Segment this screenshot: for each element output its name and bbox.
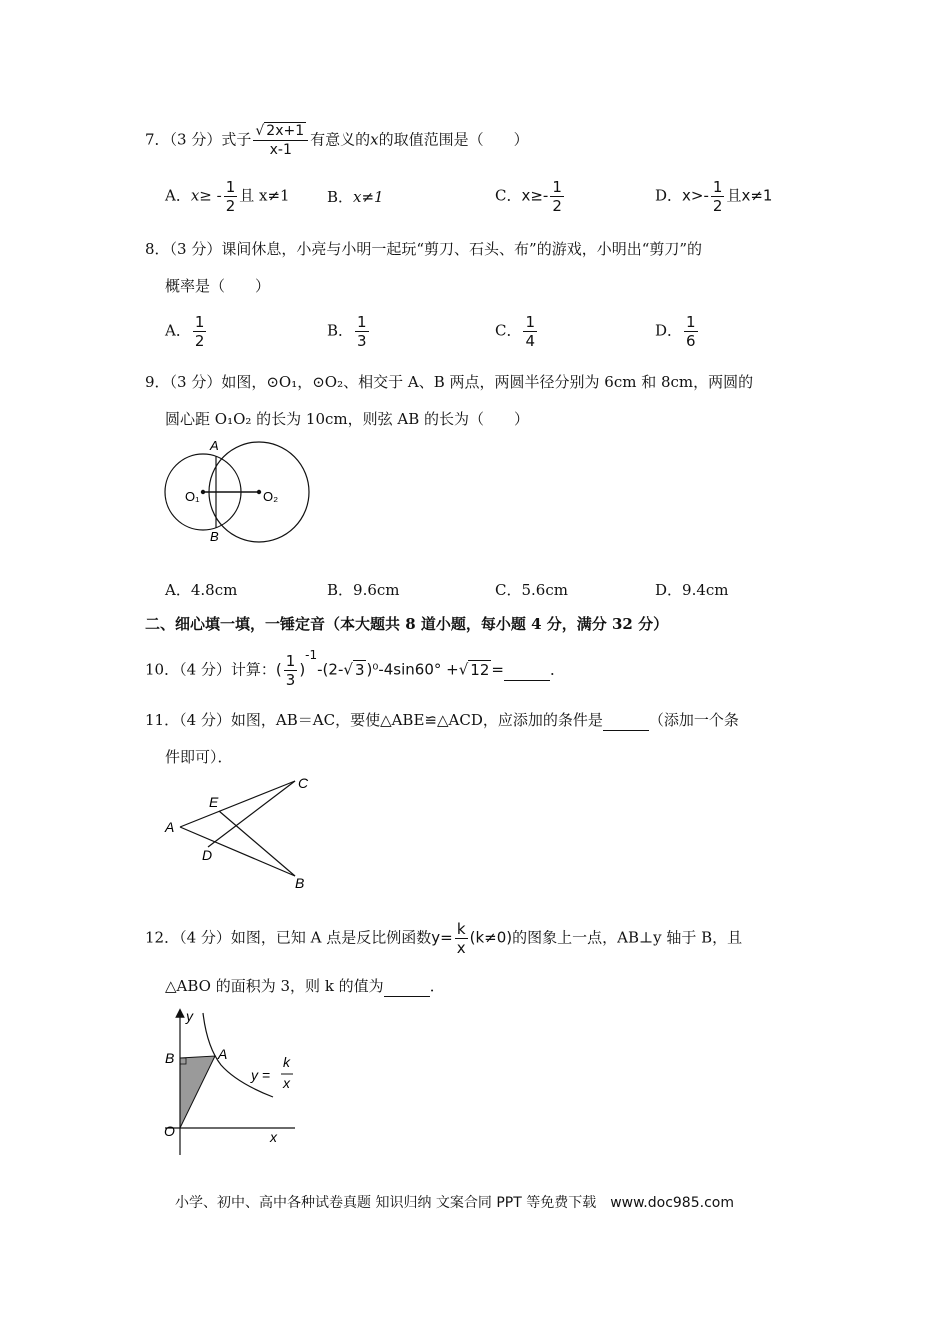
seg-ac — [180, 781, 295, 827]
q11-answer-blank[interactable] — [603, 710, 649, 731]
curve-label-den: x — [283, 1075, 290, 1091]
q11-line2: 件即可）． — [165, 748, 233, 766]
label-o2: O₂ — [263, 489, 279, 504]
q12-answer-blank[interactable] — [384, 976, 430, 997]
label-b: B — [210, 529, 219, 544]
label-a: A — [165, 819, 175, 835]
q7-suffix: 有意义的 — [310, 130, 371, 149]
q8-line1: 8．（3 分）课间休息，小亮与小明一起玩“剪刀、石头、布”的游戏，小明出“剪刀”的 — [145, 240, 703, 258]
point-o2 — [257, 490, 261, 494]
q11-figure — [160, 770, 320, 895]
q8-option-d[interactable]: D． $\frac{1}{6}$ — [655, 313, 696, 350]
q12-line1: 12．（4 分）如图，已知 A 点是反比例函数y= $\frac{k}{x}$ (k≠0)的图象上一点，AB⊥y 轴于 B，且 — [145, 920, 743, 957]
point-o1 — [201, 490, 205, 494]
page-footer: 小学、初中、高中各种试卷真题 知识归纳 文案合同 PPT 等免费下载 www.doc985.com — [175, 1195, 734, 1211]
q8-option-c[interactable]: C． $\frac{1}{4}$ — [495, 313, 536, 350]
label-b: B — [295, 875, 305, 891]
q8-line2: 概率是（ ） — [165, 277, 271, 295]
q9-option-b[interactable]: B．9.6cm — [327, 581, 400, 599]
q7-option-d[interactable]: D．x>- $\frac{1}{2}$ 且x≠1 — [655, 178, 773, 215]
q10-answer-blank[interactable] — [504, 660, 550, 681]
q9-option-c[interactable]: C．5.6cm — [495, 581, 568, 599]
label-e: E — [209, 794, 219, 810]
q8-option-a[interactable]: A． $\frac{1}{2}$ — [165, 313, 205, 350]
q9-line1: 9．（3 分）如图，⊙O₁，⊙O₂、相交于 A、B 两点，两圆半径分别为 6cm 和 8cm，两圆的 — [145, 373, 754, 391]
label-d: D — [202, 847, 213, 863]
q11-line1: 11．（4 分）如图，AB＝AC，要使△ABE≌△ACD，应添加的条件是 （添加一个条 — [145, 711, 739, 729]
label-o1: O₁ — [185, 489, 200, 504]
hyperbola-curve — [203, 1013, 273, 1097]
q9-option-d[interactable]: D．9.4cm — [655, 581, 729, 599]
q7-option-c[interactable]: C．x≥- $\frac{1}{2}$ — [495, 178, 562, 215]
section-2-heading: 二、细心填一填，一锤定音（本大题共 8 道小题，每小题 4 分，满分 32 分） — [145, 615, 669, 633]
q7-option-b[interactable]: B．x≠1 — [327, 188, 384, 206]
q9-line2: 圆心距 O₁O₂ 的长为 10cm，则弦 AB 的长为（ ） — [165, 410, 530, 428]
q7-prefix: 7．（3 分）式子 — [145, 130, 252, 149]
q12-line2: △ABO 的面积为 3，则 k 的值为 ． — [165, 977, 445, 995]
q10-stem: 10．（4 分）计算：( $\frac{1}{3}$ )$^{-1}$-(2-√ 3 )⁰-4sin60° +√ 12 = ． — [145, 647, 565, 689]
q12-figure — [155, 1005, 315, 1165]
triangle-abo-shaded — [180, 1056, 215, 1128]
curve-label-lhs: y = — [251, 1067, 271, 1083]
q7-expression: $\frac{√ 2x+1}{x-1}$ — [253, 122, 308, 159]
seg-ec-to-d — [208, 781, 295, 847]
label-a: A — [210, 438, 219, 453]
q9-option-a[interactable]: A．4.8cm — [165, 581, 238, 599]
label-x: x — [270, 1129, 277, 1145]
q8-option-b[interactable]: B． $\frac{1}{3}$ — [327, 313, 367, 350]
label-c: C — [298, 775, 309, 791]
label-b: B — [165, 1050, 175, 1066]
seg-eb — [219, 811, 295, 876]
q7-stem: 7．（3 分）式子 $\frac{√ 2x+1}{x-1}$ 有意义的x的取值范围是（ ） — [145, 123, 529, 158]
label-o: O — [164, 1123, 175, 1139]
label-a: A — [218, 1046, 228, 1062]
curve-label-num: k — [283, 1054, 290, 1070]
q9-figure — [155, 435, 325, 550]
label-y: y — [186, 1008, 193, 1024]
q7-option-a[interactable]: A．x≥ - $\frac{1}{2}$ 且 x≠1 — [165, 178, 290, 215]
seg-ab — [180, 827, 295, 876]
